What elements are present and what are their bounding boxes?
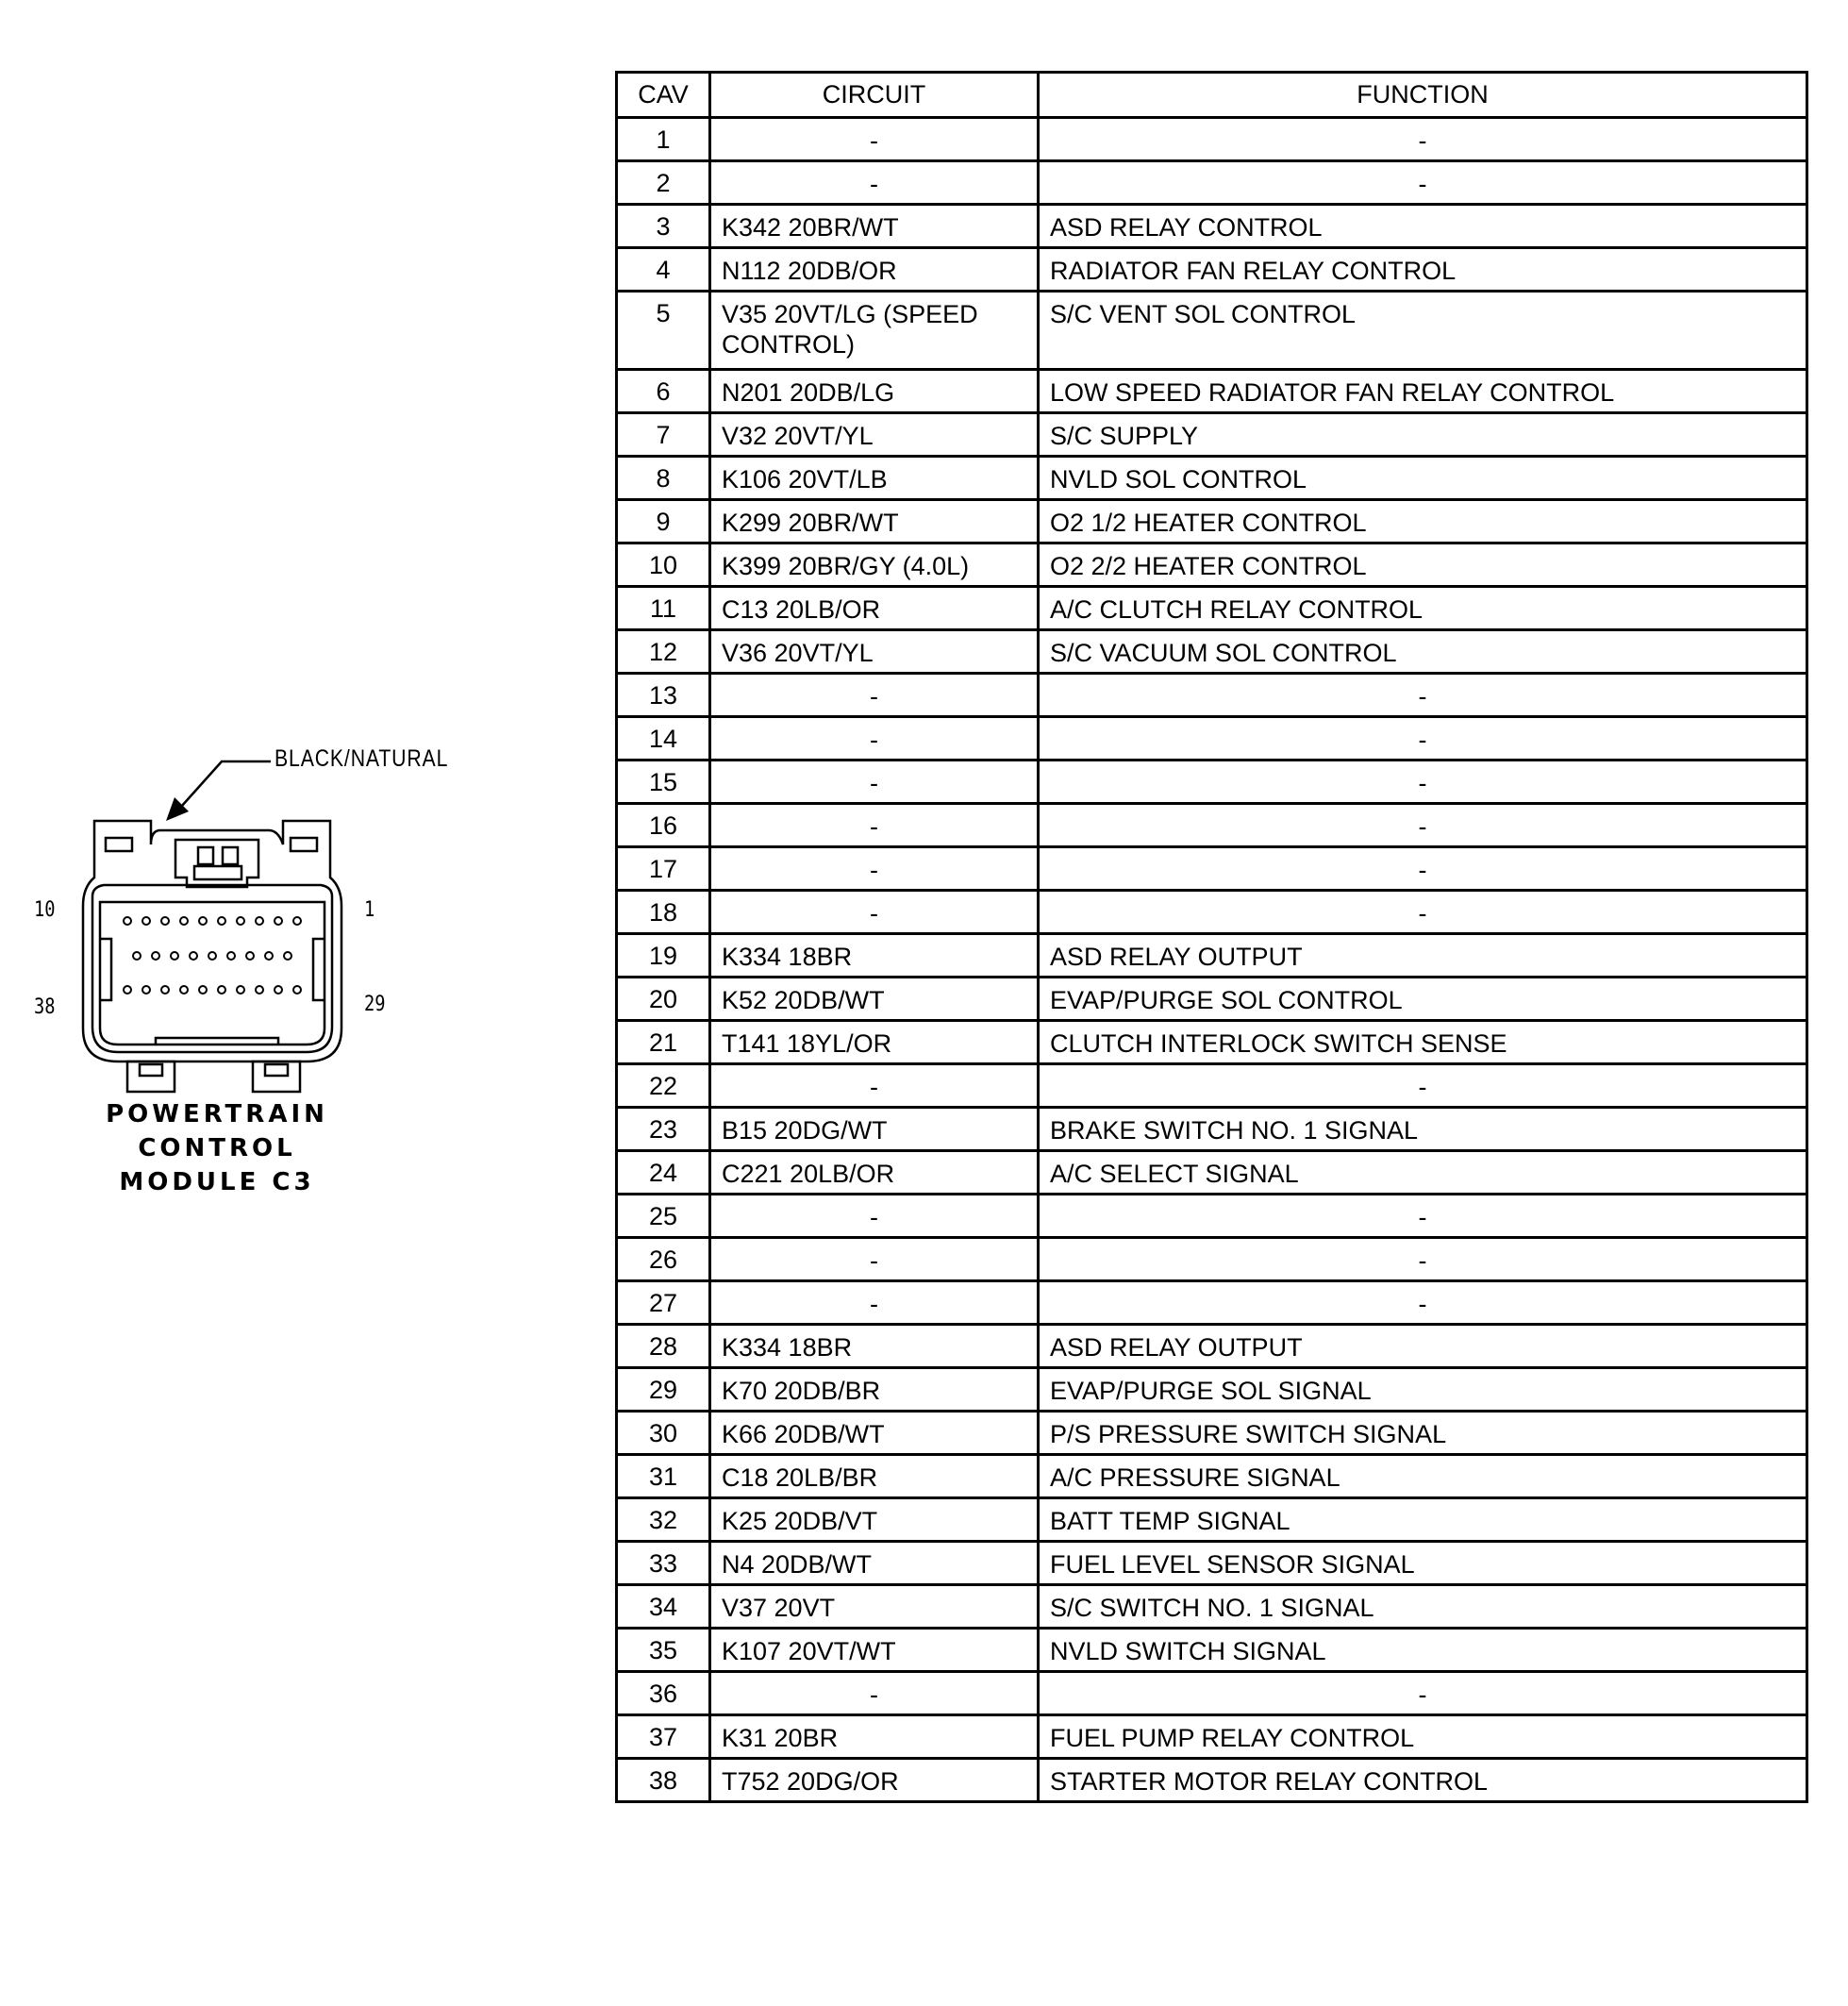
connector-pin bbox=[227, 952, 235, 960]
connector-pin bbox=[237, 917, 244, 925]
function-cell: - bbox=[1039, 761, 1807, 804]
circuit-cell: K334 18BR bbox=[710, 1325, 1039, 1368]
connector-inner bbox=[92, 885, 332, 1052]
cav-cell: 36 bbox=[617, 1672, 710, 1715]
circuit-cell: - bbox=[710, 804, 1039, 847]
circuit-cell: C221 20LB/OR bbox=[710, 1151, 1039, 1195]
function-cell: ASD RELAY OUTPUT bbox=[1039, 934, 1807, 978]
table-row bbox=[617, 804, 1807, 847]
circuit-cell: K66 20DB/WT bbox=[710, 1412, 1039, 1455]
function-cell: A/C CLUTCH RELAY CONTROL bbox=[1039, 587, 1807, 630]
table-row bbox=[617, 205, 1807, 248]
cav-cell: 9 bbox=[617, 500, 710, 543]
function-cell: - bbox=[1039, 674, 1807, 717]
table-row bbox=[617, 1108, 1807, 1151]
function-cell: O2 1/2 HEATER CONTROL bbox=[1039, 500, 1807, 543]
connector-pin bbox=[237, 986, 244, 994]
connector-pin bbox=[199, 917, 207, 925]
table-row bbox=[617, 500, 1807, 543]
table-row bbox=[617, 248, 1807, 292]
connector-pin bbox=[246, 952, 254, 960]
cav-cell: 5 bbox=[617, 292, 710, 370]
circuit-cell: T752 20DG/OR bbox=[710, 1759, 1039, 1802]
function-cell: RADIATOR FAN RELAY CONTROL bbox=[1039, 248, 1807, 292]
cav-cell: 20 bbox=[617, 978, 710, 1021]
pin-label-top-right: 1 bbox=[364, 898, 375, 922]
function-cell: EVAP/PURGE SOL CONTROL bbox=[1039, 978, 1807, 1021]
function-cell: A/C PRESSURE SIGNAL bbox=[1039, 1455, 1807, 1498]
table-row bbox=[617, 761, 1807, 804]
table-row bbox=[617, 891, 1807, 934]
cav-cell: 3 bbox=[617, 205, 710, 248]
table-row bbox=[617, 292, 1807, 370]
function-cell: - bbox=[1039, 804, 1807, 847]
function-cell: A/C SELECT SIGNAL bbox=[1039, 1151, 1807, 1195]
function-cell: O2 2/2 HEATER CONTROL bbox=[1039, 543, 1807, 587]
connector-pin bbox=[275, 986, 282, 994]
circuit-cell: K70 20DB/BR bbox=[710, 1368, 1039, 1412]
cav-cell: 28 bbox=[617, 1325, 710, 1368]
circuit-cell: - bbox=[710, 161, 1039, 205]
pin-label-top-left: 10 bbox=[34, 898, 56, 922]
cav-cell: 22 bbox=[617, 1064, 710, 1108]
connector-pin bbox=[199, 986, 207, 994]
function-cell: - bbox=[1039, 1238, 1807, 1281]
circuit-cell: - bbox=[710, 1281, 1039, 1325]
circuit-cell: K342 20BR/WT bbox=[710, 205, 1039, 248]
circuit-cell: - bbox=[710, 674, 1039, 717]
pin-label-bottom-right: 29 bbox=[364, 993, 386, 1016]
function-cell: - bbox=[1039, 717, 1807, 761]
connector-pin bbox=[171, 952, 178, 960]
circuit-cell: K25 20DB/VT bbox=[710, 1498, 1039, 1542]
cav-cell: 8 bbox=[617, 457, 710, 500]
connector-pin bbox=[152, 952, 159, 960]
cav-cell: 30 bbox=[617, 1412, 710, 1455]
circuit-cell: - bbox=[710, 1195, 1039, 1238]
circuit-cell: K399 20BR/GY (4.0L) bbox=[710, 543, 1039, 587]
function-cell: - bbox=[1039, 161, 1807, 205]
connector-pin bbox=[142, 917, 150, 925]
circuit-cell: C18 20LB/BR bbox=[710, 1455, 1039, 1498]
table-row bbox=[617, 1238, 1807, 1281]
table-row bbox=[617, 934, 1807, 978]
cav-cell: 15 bbox=[617, 761, 710, 804]
function-cell: CLUTCH INTERLOCK SWITCH SENSE bbox=[1039, 1021, 1807, 1064]
circuit-cell: K334 18BR bbox=[710, 934, 1039, 978]
table-row bbox=[617, 1542, 1807, 1585]
cav-cell: 29 bbox=[617, 1368, 710, 1412]
table-row bbox=[617, 1759, 1807, 1802]
circuit-cell: V36 20VT/YL bbox=[710, 630, 1039, 674]
connector-pin bbox=[218, 986, 225, 994]
connector-pin bbox=[124, 986, 131, 994]
cav-cell: 4 bbox=[617, 248, 710, 292]
table-row bbox=[617, 1455, 1807, 1498]
circuit-cell: K31 20BR bbox=[710, 1715, 1039, 1759]
table-row bbox=[617, 717, 1807, 761]
cav-cell: 18 bbox=[617, 891, 710, 934]
circuit-cell: - bbox=[710, 1238, 1039, 1281]
connector-pin bbox=[256, 986, 263, 994]
table-row bbox=[617, 1325, 1807, 1368]
circuit-cell: K299 20BR/WT bbox=[710, 500, 1039, 543]
cav-cell: 21 bbox=[617, 1021, 710, 1064]
cav-cell: 31 bbox=[617, 1455, 710, 1498]
connector-pin bbox=[256, 917, 263, 925]
function-cell: ASD RELAY OUTPUT bbox=[1039, 1325, 1807, 1368]
circuit-cell: - bbox=[710, 1672, 1039, 1715]
connector-pin bbox=[161, 986, 169, 994]
function-cell: - bbox=[1039, 891, 1807, 934]
function-cell: - bbox=[1039, 118, 1807, 161]
table-row bbox=[617, 1151, 1807, 1195]
function-cell: - bbox=[1039, 1281, 1807, 1325]
table-row bbox=[617, 1498, 1807, 1542]
table-row bbox=[617, 413, 1807, 457]
cav-cell: 24 bbox=[617, 1151, 710, 1195]
cav-cell: 38 bbox=[617, 1759, 710, 1802]
circuit-cell: - bbox=[710, 761, 1039, 804]
function-cell: FUEL LEVEL SENSOR SIGNAL bbox=[1039, 1542, 1807, 1585]
function-cell: STARTER MOTOR RELAY CONTROL bbox=[1039, 1759, 1807, 1802]
table-row bbox=[617, 370, 1807, 413]
function-cell: S/C SWITCH NO. 1 SIGNAL bbox=[1039, 1585, 1807, 1629]
cav-cell: 17 bbox=[617, 847, 710, 891]
cav-cell: 23 bbox=[617, 1108, 710, 1151]
header-circuit: CIRCUIT bbox=[710, 73, 1039, 118]
circuit-cell: V37 20VT bbox=[710, 1585, 1039, 1629]
connector-pin bbox=[133, 952, 141, 960]
cav-cell: 1 bbox=[617, 118, 710, 161]
table-row bbox=[617, 1672, 1807, 1715]
function-cell: - bbox=[1039, 1064, 1807, 1108]
circuit-cell: V35 20VT/LG (SPEED CONTROL) bbox=[710, 292, 1039, 370]
cav-cell: 2 bbox=[617, 161, 710, 205]
table-row bbox=[617, 1368, 1807, 1412]
table-body bbox=[617, 118, 1807, 1802]
table-header-row bbox=[617, 73, 1807, 118]
cav-cell: 12 bbox=[617, 630, 710, 674]
connector-pin bbox=[124, 917, 131, 925]
circuit-cell: C13 20LB/OR bbox=[710, 587, 1039, 630]
connector-pin bbox=[142, 986, 150, 994]
table-row bbox=[617, 1412, 1807, 1455]
cav-cell: 13 bbox=[617, 674, 710, 717]
function-cell: S/C SUPPLY bbox=[1039, 413, 1807, 457]
pinout-table bbox=[615, 71, 1808, 1803]
module-title bbox=[94, 1097, 340, 1199]
function-cell: LOW SPEED RADIATOR FAN RELAY CONTROL bbox=[1039, 370, 1807, 413]
connector-pin bbox=[284, 952, 291, 960]
connector-color-label: BLACK/NATURAL bbox=[275, 745, 449, 772]
cav-cell: 6 bbox=[617, 370, 710, 413]
connector-figure bbox=[0, 727, 528, 1236]
circuit-cell: - bbox=[710, 717, 1039, 761]
table-row bbox=[617, 457, 1807, 500]
cav-cell: 35 bbox=[617, 1629, 710, 1672]
function-cell: EVAP/PURGE SOL SIGNAL bbox=[1039, 1368, 1807, 1412]
table-row bbox=[617, 1281, 1807, 1325]
connector-pin bbox=[161, 917, 169, 925]
connector-pin bbox=[218, 917, 225, 925]
circuit-cell: N201 20DB/LG bbox=[710, 370, 1039, 413]
header-function: FUNCTION bbox=[1039, 73, 1807, 118]
table-row bbox=[617, 1715, 1807, 1759]
function-cell: S/C VACUUM SOL CONTROL bbox=[1039, 630, 1807, 674]
cav-cell: 37 bbox=[617, 1715, 710, 1759]
cav-cell: 33 bbox=[617, 1542, 710, 1585]
cav-cell: 7 bbox=[617, 413, 710, 457]
circuit-cell: N4 20DB/WT bbox=[710, 1542, 1039, 1585]
leader-line bbox=[181, 761, 271, 807]
table-row bbox=[617, 1195, 1807, 1238]
circuit-cell: - bbox=[710, 847, 1039, 891]
circuit-cell: T141 18YL/OR bbox=[710, 1021, 1039, 1064]
module-title-line-2: CONTROL bbox=[138, 1134, 296, 1162]
cav-cell: 25 bbox=[617, 1195, 710, 1238]
circuit-cell: N112 20DB/OR bbox=[710, 248, 1039, 292]
function-cell: - bbox=[1039, 1672, 1807, 1715]
connector-pin bbox=[180, 917, 188, 925]
table-row bbox=[617, 587, 1807, 630]
cav-cell: 19 bbox=[617, 934, 710, 978]
table-row bbox=[617, 978, 1807, 1021]
circuit-cell: - bbox=[710, 1064, 1039, 1108]
function-cell: S/C VENT SOL CONTROL bbox=[1039, 292, 1807, 370]
cav-cell: 14 bbox=[617, 717, 710, 761]
connector-pin bbox=[208, 952, 216, 960]
table-row bbox=[617, 118, 1807, 161]
connector-pin bbox=[275, 917, 282, 925]
table-row bbox=[617, 161, 1807, 205]
circuit-cell: K52 20DB/WT bbox=[710, 978, 1039, 1021]
cav-cell: 16 bbox=[617, 804, 710, 847]
table-row bbox=[617, 1585, 1807, 1629]
circuit-cell: B15 20DG/WT bbox=[710, 1108, 1039, 1151]
circuit-cell: K106 20VT/LB bbox=[710, 457, 1039, 500]
table-row bbox=[617, 1064, 1807, 1108]
function-cell: P/S PRESSURE SWITCH SIGNAL bbox=[1039, 1412, 1807, 1455]
circuit-cell: - bbox=[710, 118, 1039, 161]
cav-cell: 27 bbox=[617, 1281, 710, 1325]
cav-cell: 26 bbox=[617, 1238, 710, 1281]
circuit-cell: - bbox=[710, 891, 1039, 934]
circuit-cell: K107 20VT/WT bbox=[710, 1629, 1039, 1672]
table-row bbox=[617, 1021, 1807, 1064]
function-cell: NVLD SOL CONTROL bbox=[1039, 457, 1807, 500]
function-cell: BATT TEMP SIGNAL bbox=[1039, 1498, 1807, 1542]
table-row bbox=[617, 674, 1807, 717]
cav-cell: 32 bbox=[617, 1498, 710, 1542]
connector-pin bbox=[180, 986, 188, 994]
module-title-line-1: POWERTRAIN bbox=[106, 1100, 328, 1128]
pin-label-bottom-left: 38 bbox=[34, 995, 56, 1019]
connector-pin bbox=[293, 917, 301, 925]
connector-pin bbox=[190, 952, 197, 960]
connector-pin bbox=[293, 986, 301, 994]
table-row bbox=[617, 630, 1807, 674]
circuit-cell: V32 20VT/YL bbox=[710, 413, 1039, 457]
cav-cell: 34 bbox=[617, 1585, 710, 1629]
header-cav: CAV bbox=[617, 73, 710, 118]
connector-pin bbox=[265, 952, 273, 960]
function-cell: ASD RELAY CONTROL bbox=[1039, 205, 1807, 248]
table-row bbox=[617, 1629, 1807, 1672]
function-cell: NVLD SWITCH SIGNAL bbox=[1039, 1629, 1807, 1672]
function-cell: - bbox=[1039, 847, 1807, 891]
function-cell: BRAKE SWITCH NO. 1 SIGNAL bbox=[1039, 1108, 1807, 1151]
table-row bbox=[617, 543, 1807, 587]
function-cell: - bbox=[1039, 1195, 1807, 1238]
function-cell: FUEL PUMP RELAY CONTROL bbox=[1039, 1715, 1807, 1759]
cav-cell: 10 bbox=[617, 543, 710, 587]
cav-cell: 11 bbox=[617, 587, 710, 630]
table-row bbox=[617, 847, 1807, 891]
module-title-line-3: MODULE C3 bbox=[119, 1168, 315, 1196]
